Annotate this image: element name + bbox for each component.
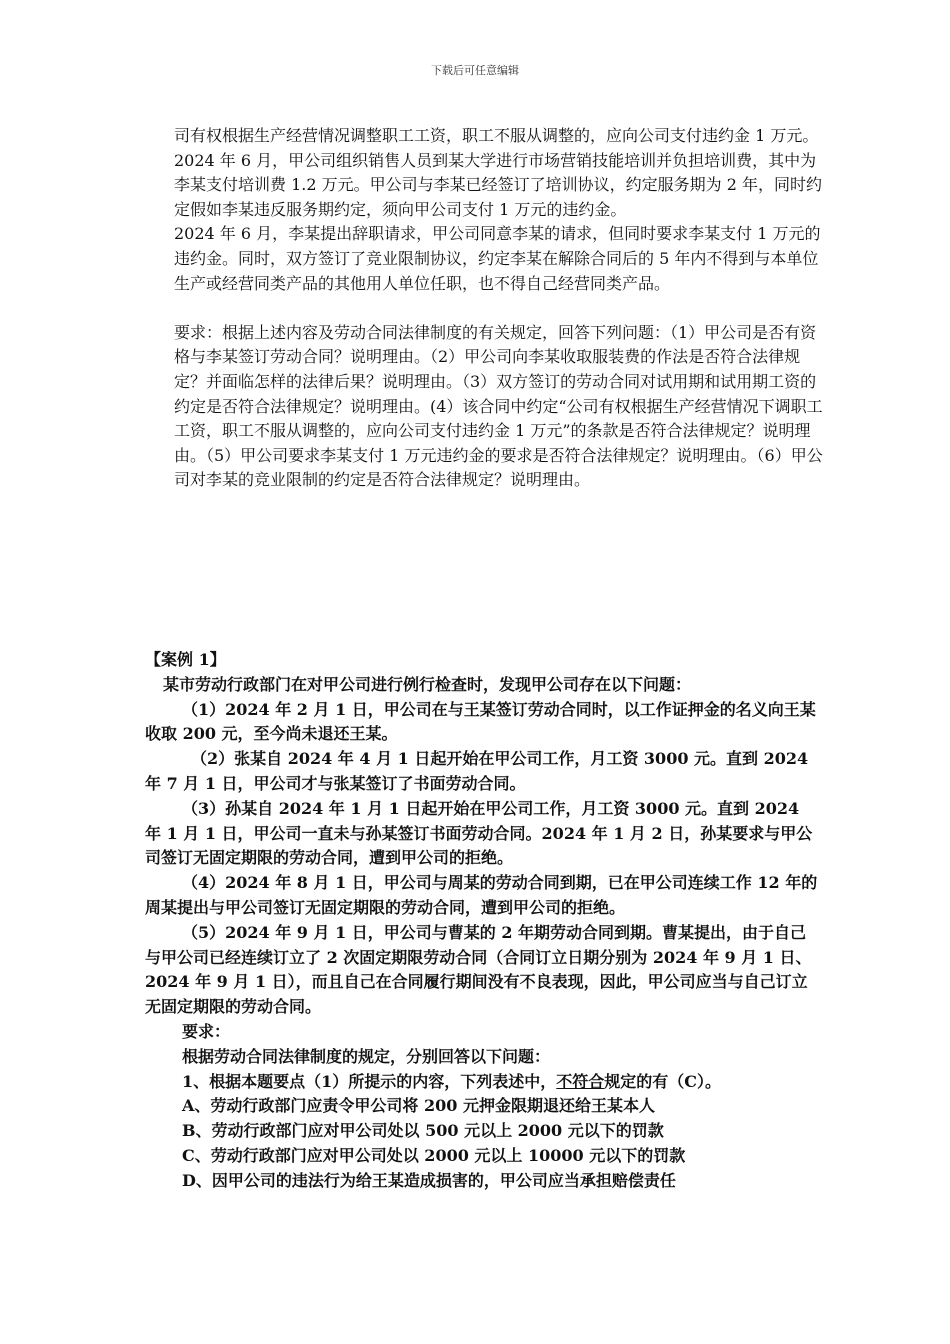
page-header: 下载后可任意编辑: [431, 64, 519, 77]
option-c: C、劳动行政部门应对甲公司处以 2000 元以上 10000 元以下的罚款: [182, 1145, 686, 1165]
case-title: 【案例 1】: [145, 650, 226, 669]
requirement-text: 根据劳动合同法律制度的规定，分别回答以下问题：: [182, 1046, 551, 1066]
option-a: A、劳动行政部门应责令甲公司将 200 元押金限期退还给王某本人: [182, 1096, 655, 1116]
requirement-label: 要求：: [182, 1021, 231, 1041]
paragraph-gap: [174, 296, 824, 321]
case-intro: 某市劳动行政部门在对甲公司进行例行检查时，发现甲公司存在以下问题：: [163, 674, 692, 694]
question-1-emphasis: 不符合: [556, 1071, 605, 1091]
case-item-1: （1）2024 年 2 月 1 日，甲公司在与王某签订劳动合同时，以工作证押金的名义向王某收取 200 元，至今尚未退还王某。: [145, 699, 816, 744]
option-b: B、劳动行政部门应对甲公司处以 500 元以上 2000 元以下的罚款: [182, 1121, 664, 1141]
question-1-suffix: 规定的有（C）。: [604, 1071, 722, 1091]
case-item-5: （5）2024 年 9 月 1 日，甲公司与曹某的 2 年期劳动合同到期。曹某提出，由于自己与甲公司已经连续订立了 2 次固定期限劳动合同（合同订立日期分别为 2024 年 9 月 1 日、2024 年 9 月 1 日），而且自己在合同履行期间没有不良表现，因此，甲公司应当与自己订立无固定期限的劳动合同。: [145, 922, 812, 1017]
background-paragraph-1: 司有权根据生产经营情况调整职工工资，职工不服从调整的，应向公司支付违约金 1 万元。 2024 年 6 月，甲公司组织销售人员到某大学进行市场营销技能培训并负担培训费，其中为李某支付培训费 1.2 万元。甲公司与李某已经签订了培训协议，约定服务期为 2 年，同时约定假如李某违反服务期约定，须向甲公司支付 1 万元的违约金。: [174, 126, 822, 219]
question-1-prefix: 1、根据本题要点（1）所提示的内容，下列表述中，: [182, 1071, 557, 1091]
case-item-2: （2）张某自 2024 年 4 月 1 日起开始在甲公司工作，月工资 3000 元。直到 2024 年 7 月 1 日，甲公司才与张某签订了书面劳动合同。: [145, 749, 809, 793]
case-item-3: （3）孙某自 2024 年 1 月 1 日起开始在甲公司工作，月工资 3000 元。直到 2024 年 1 月 1 日，甲公司一直未与孙某签订书面劳动合同。2024 年 1 月 2 日，孙某要求与甲公司签订无固定期限的劳动合同，遭到甲公司的拒绝。: [145, 798, 813, 868]
requirements-paragraph: 要求：根据上述内容及劳动合同法律制度的有关规定，回答下列问题：（1）甲公司是否有资格与李某签订劳动合同？说明理由。（2）甲公司向李某收取服装费的作法是否符合法律规定？并面临怎样的法律后果？说明理由。（3）双方签订的劳动合同对试用期和试用期工资的约定是否符合法律规定？说明理由。(4）该合同中约定“公司有权根据生产经营情况下调职工工资，职工不服从调整的，应向公司支付违约金 1 万元”的条款是否符合法律规定？说明理由。（5）甲公司要求李某支付 1 万元违约金的要求是否符合法律规定？说明理由。（6）甲公司对李某的竞业限制的约定是否符合法律规定？说明理由。: [174, 322, 823, 490]
background-paragraph-2: 2024 年 6 月，李某提出辞职请求，甲公司同意李某的请求，但同时要求李某支付 1 万元的违约金。同时，双方签订了竞业限制协议，约定李某在解除合同后的 5 年内不得到与本单位生产或经营同类产品的其他用人单位任职，也不得自己经营同类产品。: [174, 224, 821, 293]
case-item-4: （4）2024 年 8 月 1 日，甲公司与周某的劳动合同到期，已在甲公司连续工作 12 年的周某提出与甲公司签订无固定期限的劳动合同，遭到甲公司的拒绝。: [145, 873, 818, 917]
option-d: D、因甲公司的违法行为给王某造成损害的，甲公司应当承担赔偿责任: [182, 1170, 676, 1190]
case-1-section: [145, 648, 820, 1194]
case-background: [174, 124, 824, 493]
question-1: [145, 1070, 820, 1095]
